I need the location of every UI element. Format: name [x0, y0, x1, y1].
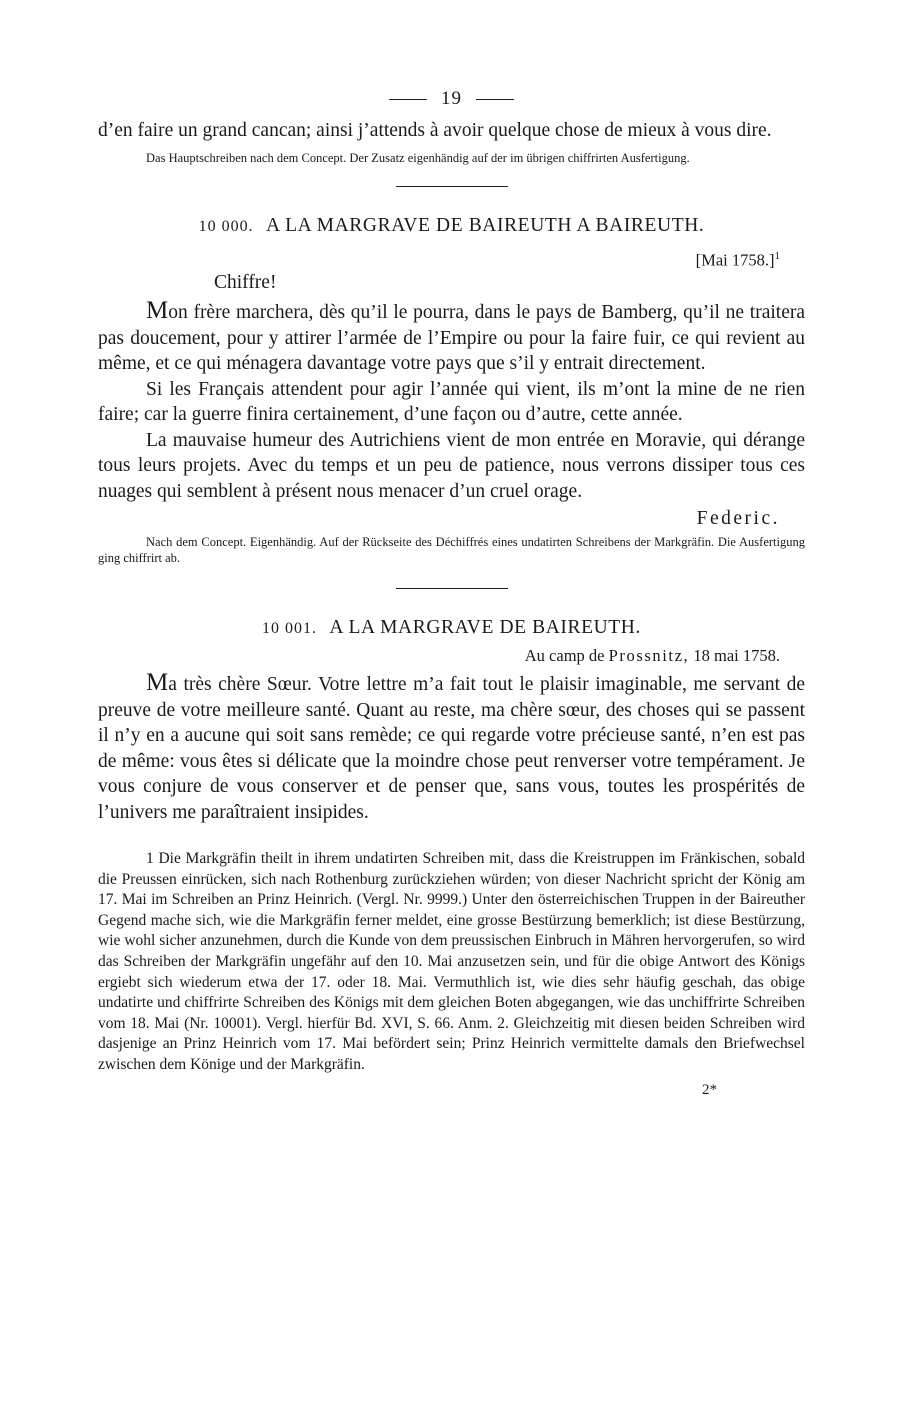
section-divider [396, 186, 508, 187]
letter-paragraph: La mauvaise humeur des Autrichiens vient de mon entrée en Moravie, qui dérange tous leurs projets. Avec du temps et un peu de patience, nous verrons dissiper tous ces nuages qui semblent à présent nous menacer d’un cruel orage. [98, 429, 805, 502]
letter-paragraph: Ma très chère Sœur. Votre lettre m’a fait tout le plaisir imaginable, me servant de preuve de votre meilleure santé. Quant au reste, ma chère sœur, des choses qui se passent il n’y en a aucune qui soit sans remède; ce qui regarde votre précieuse santé, n’en est pas de même: vous êtes si délicate que la moindre chose peut renverser votre tempérament. Je vous conjure de vous conserver et de penser que, sans vous, toutes les prospérités de l’univers me paraîtraient insipides. [98, 669, 805, 823]
page-header [98, 84, 805, 114]
footnote: 1 Die Markgräfin theilt in ihrem undatirten Schreiben mit, dass die Kreistruppen im Fränkischen, sobald die Preussen einrücken, sich nach Rothenburg zurückziehen würden; von dieser Nachricht spricht der König am 17. Mai im Schreiben an Prinz Heinrich. (Vergl. Nr. 9999.) Unter den österreichischen Truppen in der Baireuther Gegend mache sich, wie die Markgräfin ferner meldet, eine grosse Bestürzung bemerklich; ist diese Bestürzung, wie wohl sicher anzunehmen, durch die Kunde von dem preussischen Einbruch in Mähren hervorgerufen, so wird das Schreiben der Markgräfin ungefähr auf den 10. Mai anzusetzen sein, und für die obige Antwort des Königs ergiebt sich wiederum etwa der 17. oder 18. Mai. Vermuthlich ist, wie dies sehr häufig geschah, das obige undatirte und chiffrirte Schreiben des Königs mit dem gleichen Boten abgegangen, wie das unchiffrirte Schreiben vom 18. Mai (Nr. 10001). Vergl. hierfür Bd. XVI, S. 66. Anm. 2. Gleichzeitig mit diesen beiden Schreiben wird dasjenige an Prinz Heinrich vom 17. Mai befördert sein; Prinz Heinrich vermittelte damals den Briefwechsel zwischen dem Könige und der Markgräfin. [98, 850, 805, 1073]
letter-number: 10 000. [198, 217, 254, 235]
document-page [98, 84, 805, 1100]
letter-title: A LA MARGRAVE DE BAIREUTH. [329, 617, 641, 638]
paragraph-initial: M [146, 669, 169, 696]
editorial-note: Nach dem Concept. Eigenhändig. Auf der Rückseite des Déchiffrés eines undatirten Schreibens der Markgräfin. Die Ausfertigung ging chiffrirt ab. [98, 535, 805, 565]
letter-heading [98, 615, 805, 642]
letter-title: A LA MARGRAVE DE BAIREUTH A BAIREUTH. [266, 214, 705, 236]
letter-heading [98, 213, 805, 240]
editorial-note-main: Das Hauptschreiben nach dem Concept. Der Zusatz eigenhändig auf der im übrigen chiffrirten Ausfertigung. [146, 150, 690, 165]
letter-date: Au camp de Prossnitz, 18 mai 1758. [524, 646, 780, 665]
paragraph-initial: M [146, 297, 169, 324]
signature: Federic. [696, 508, 780, 529]
salutation: Chiffre! [214, 272, 277, 293]
footnote-ref: 1 [774, 249, 780, 262]
signature-mark: 2* [702, 1081, 717, 1098]
letter-paragraph: Mon frère marchera, dès qu’il le pourra, dans le pays de Bamberg, qu’il ne traitera pas doucement, pour y attirer l’armée de l’Empire ou pour la faire fuir, ce qui revient au même, et ce qui ménagera davantage votre pays que s’il y entrait directement. [98, 297, 805, 374]
page-number: 19 [441, 88, 462, 109]
letter-paragraph: Si les Français attendent pour agir l’année qui vient, ils m’ont la mine de ne rien faire; car la guerre finira certainement, d’une façon ou d’autre, cette année. [98, 378, 805, 425]
date-place: Prossnitz, [608, 646, 690, 665]
letter-number: 10 001. [262, 620, 318, 637]
letter-date: [Mai 1758.]$^1$ [695, 249, 780, 269]
header-dash-right [476, 99, 514, 100]
continuation-paragraph: d’en faire un grand cancan; ainsi j’attends à avoir quelque chose de mieux à vous dire. [98, 120, 772, 141]
header-dash-left [389, 99, 427, 100]
section-divider [396, 588, 508, 589]
